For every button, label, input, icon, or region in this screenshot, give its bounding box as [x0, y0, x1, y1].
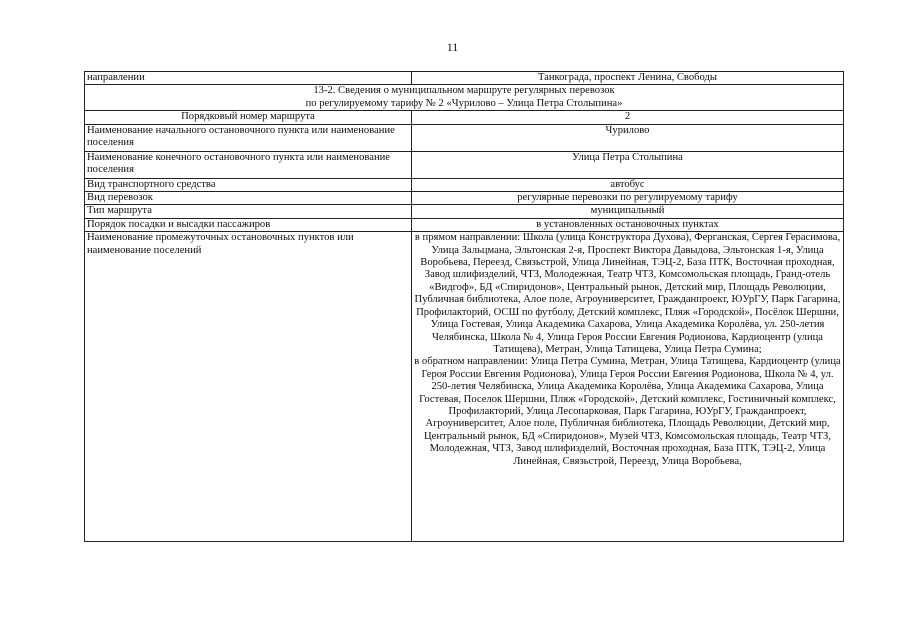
route-type-label: Тип маршрута: [85, 205, 412, 218]
end-stop-value: Улица Петра Столыпина: [412, 151, 844, 178]
transport-kind-value: регулярные перевозки по регулируемому тарифу: [412, 192, 844, 205]
transport-kind-label: Вид перевозок: [85, 192, 412, 205]
table-row: [85, 124, 844, 151]
page-number: 11: [446, 40, 459, 54]
table-row: [85, 192, 844, 205]
backward-direction-stops: в обратном направлении: Улица Петра Сумина, Метран, Улица Татищева, Кардиоцентр (улица Героя России Евгения Родионова), Улица Героя России Евгения Родионова, Школа № 4, ул. 250-летия Челябинска, Улица Академика Королёва, Улица Академика Сахарова, Улица Гостевая, Поселок Шершни, Пляж «Городской», Детский комплекс, Гостиничный комплекс, Профилакторий, Улица Лесопарковая, Парк Гагарина, ЮУрГУ, Гражданпроект, Агроуниверситет, Алое поле, Публичная библиотека, Площадь Революции, Детский мир, Центральный рынок, БД «Спиридонов», Музей ЧТЗ, Комсомольская площадь, Театр ЧТЗ, Молодежная, ЧТЗ, Завод шлифизделий, Восточная проходная, База ПТК, ТЭЦ-2, Улица Линейная, Связьстрой, Переезд, Улица Воробьева,: [414, 356, 841, 467]
end-stop-label: Наименование конечного остановочного пункта или наименование поселения: [85, 151, 412, 178]
intermediate-stops-value: [412, 232, 844, 542]
route-number-value: 2: [412, 111, 844, 124]
boarding-value: в установленных остановочных пунктах: [412, 218, 844, 231]
forward-direction-stops: в прямом направлении: Школа (улица Конструктора Духова), Ферганская, Сергея Герасимова, Улица Зальцмана, Эльтонская 2-я, Проспект Виктора Давыдова, Эльтонская 1-я, Улица Воробьева, Переезд, Связьстрой, Улица Линейная, ТЭЦ-2, База ПТК, Восточная проходная, Завод шлифизделий, ЧТЗ, Молодежная, Театр ЧТЗ, Комсомольская площадь, Гранд-отель «Видгоф», БД «Спиридонов», Центральный рынок, Детский мир, Площадь Революции, Публичная библиотека, Алое поле, Агроуниверситет, Гражданпроект, ЮУрГУ, Парк Гагарина, Профилакторий, ОСШ по футболу, Детский комплекс, Пляж «Городской», Посёлок Шершни, Улица Гостевая, Улица Академика Сахарова, Улица Академика Королёва, ул. 250-летия Челябинска, Школа № 4, Улица Героя России Евгения Родионова, Кардиоцентр (улица Татищева), Метран, Улица Татищева, Улица Петра Сумина;: [414, 232, 841, 355]
route-type-value: муниципальный: [412, 205, 844, 218]
row-value: Танкограда, проспект Ленина, Свободы: [412, 72, 844, 85]
start-stop-value: Чурилово: [412, 124, 844, 151]
section-header: [85, 85, 844, 111]
table-row: [85, 111, 844, 124]
table-row: [85, 232, 844, 542]
table-row: [85, 218, 844, 231]
table-row: [85, 72, 844, 85]
vehicle-label: Вид транспортного средства: [85, 178, 412, 191]
section-header-row: [85, 85, 844, 111]
section-title-line-2: по регулируемому тарифу № 2 «Чурилово – Улица Петра Столыпина»: [305, 97, 623, 109]
section-title-line-1: 13-2. Сведения о муниципальном маршруте регулярных перевозок: [313, 85, 615, 97]
boarding-label: Порядок посадки и высадки пассажиров: [85, 218, 412, 231]
start-stop-label: Наименование начального остановочного пункта или наименование поселения: [85, 124, 412, 151]
table-row: [85, 151, 844, 178]
row-label: направлении: [85, 72, 412, 85]
intermediate-stops-label: Наименование промежуточных остановочных пунктов или наименование поселений: [85, 232, 412, 542]
vehicle-value: автобус: [412, 178, 844, 191]
table-row: [85, 205, 844, 218]
route-registry-table: [84, 71, 844, 542]
route-number-label: Порядковый номер маршрута: [85, 111, 412, 124]
table-row: [85, 178, 844, 191]
